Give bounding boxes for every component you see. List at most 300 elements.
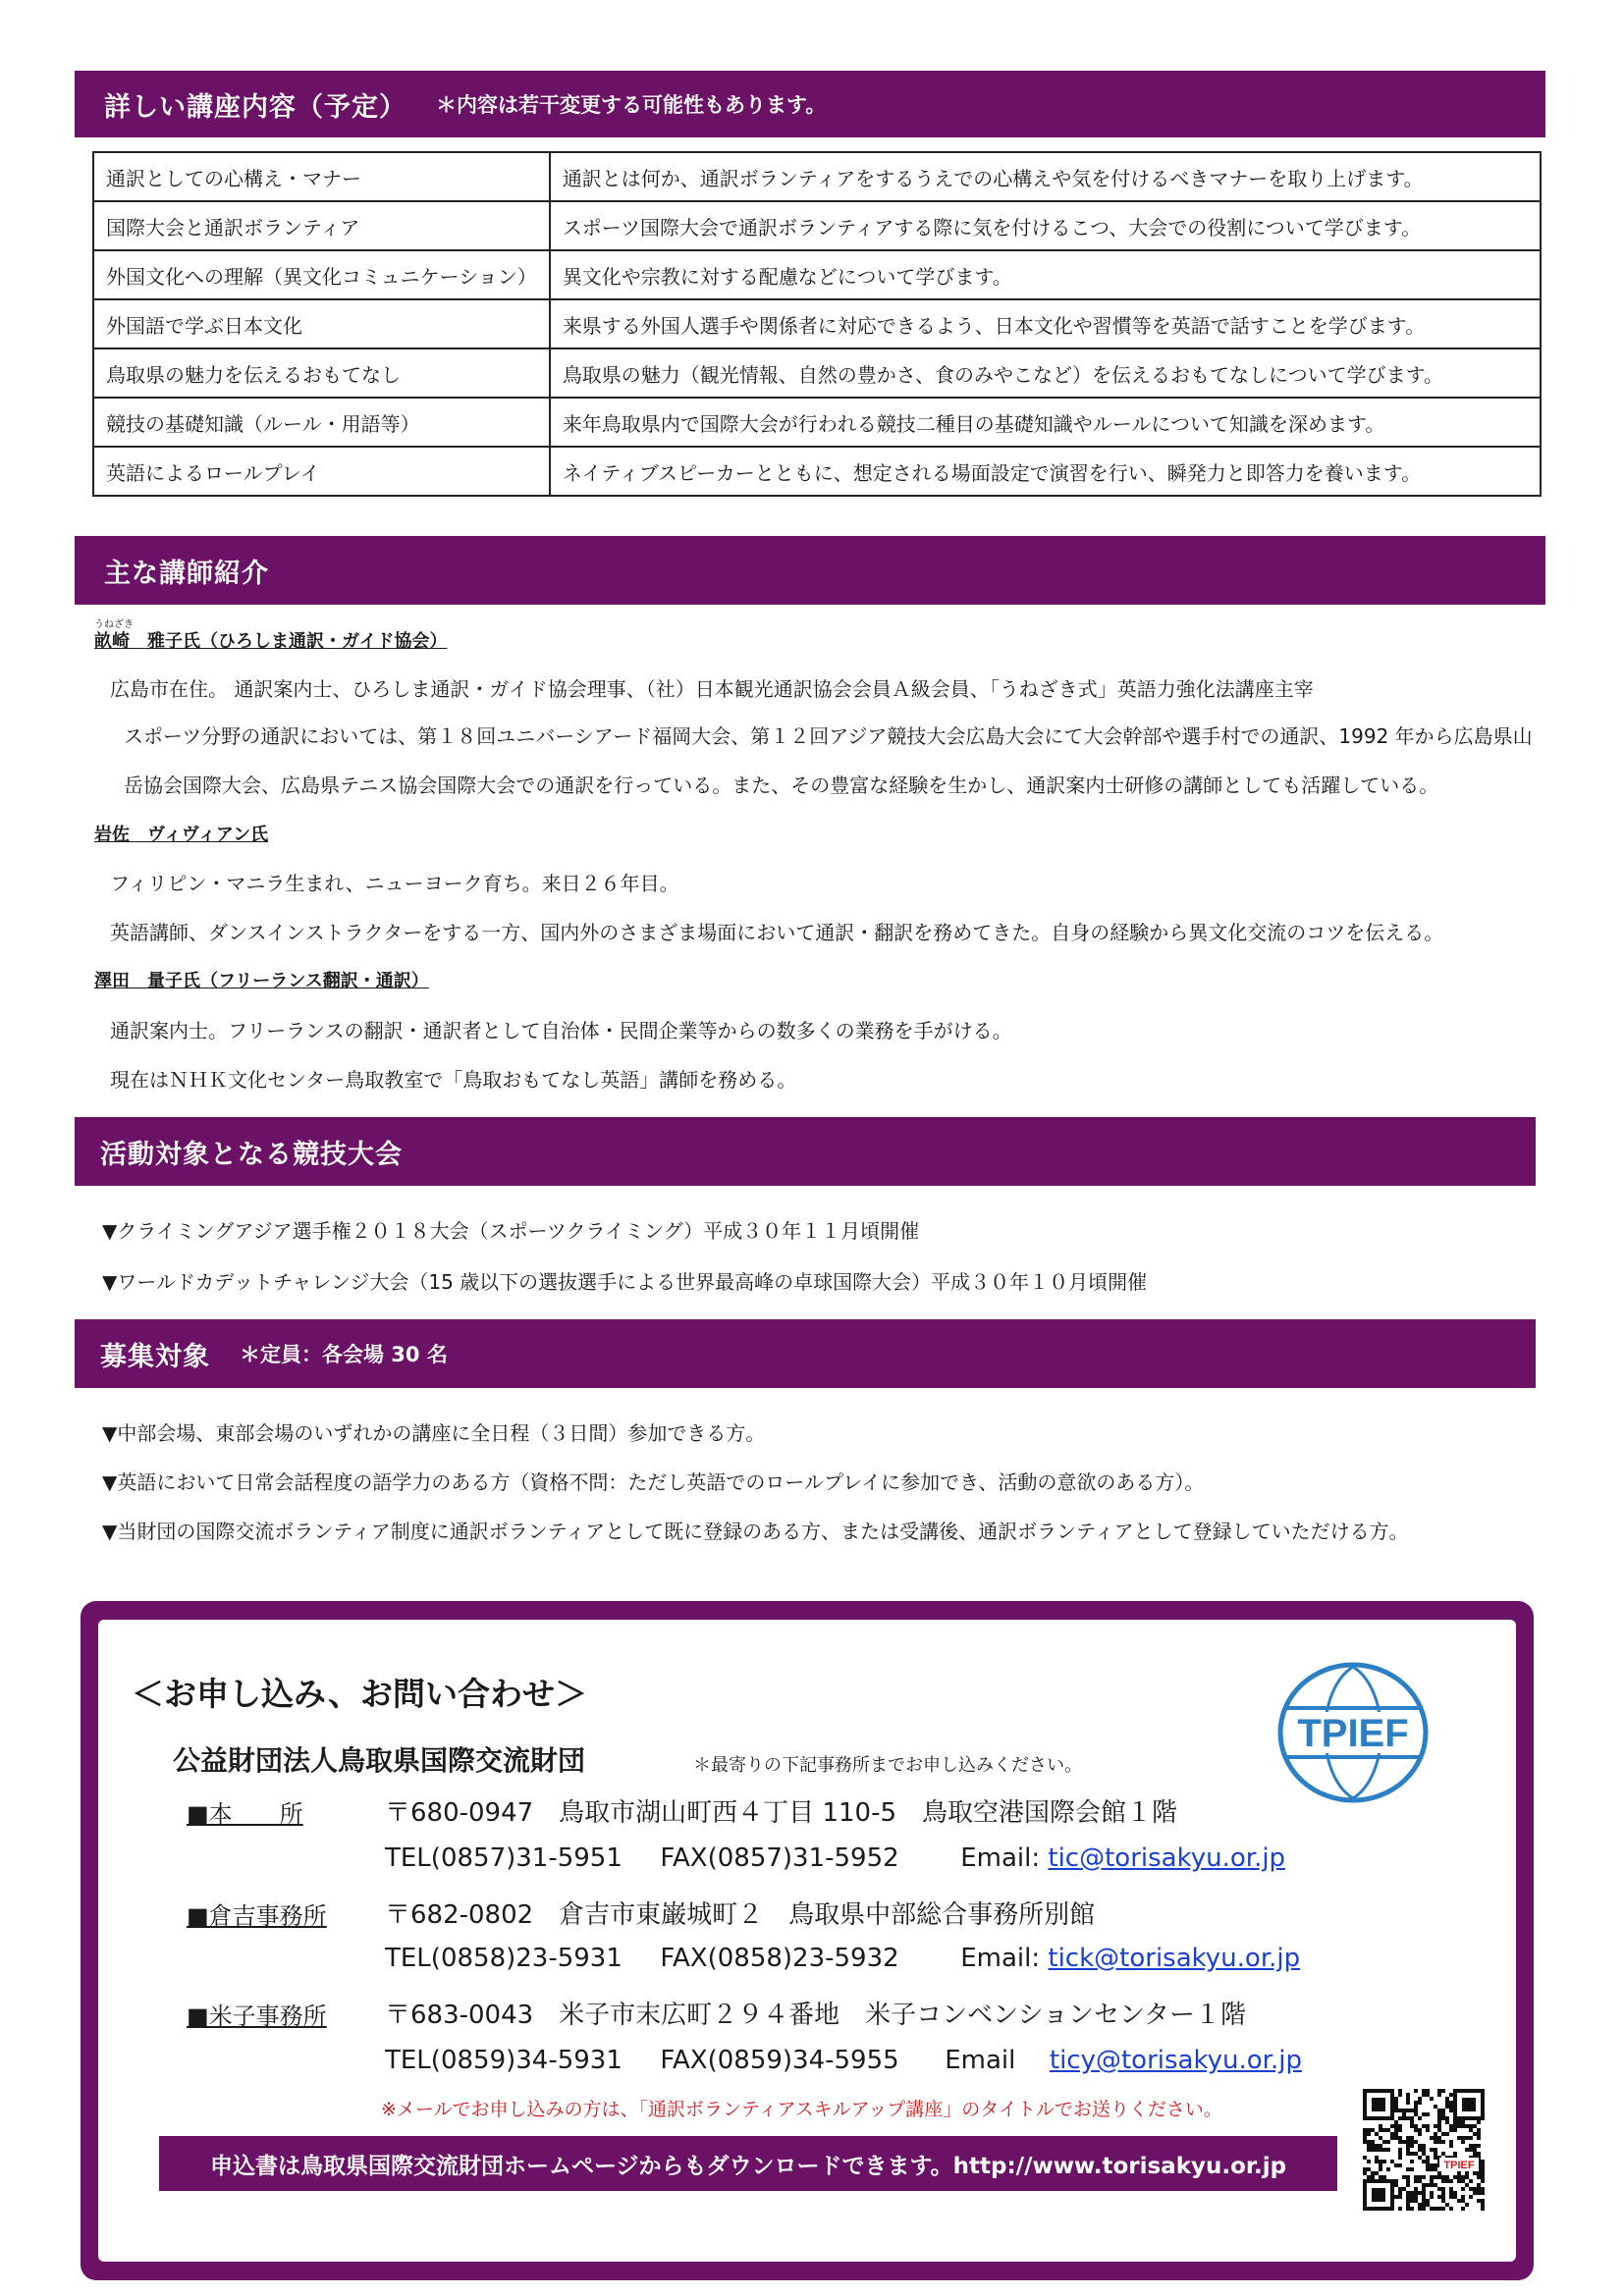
course-name: 外国語で学ぶ日本文化 <box>93 299 550 348</box>
qr-module <box>1422 2191 1426 2195</box>
qr-module <box>1481 2163 1485 2167</box>
qr-module <box>1406 2183 1410 2187</box>
qr-module <box>1394 2124 1398 2128</box>
qr-module <box>1398 2148 1402 2152</box>
qr-module <box>1406 2144 1410 2148</box>
qr-module <box>1477 2183 1481 2187</box>
qr-module <box>1418 2203 1422 2207</box>
qr-module <box>1449 2128 1453 2132</box>
qr-module <box>1394 2105 1398 2109</box>
qr-module <box>1394 2101 1398 2105</box>
qr-module <box>1481 2207 1485 2211</box>
qr-module <box>1426 2089 1430 2093</box>
qr-module <box>1375 2144 1379 2148</box>
qr-module <box>1453 2124 1457 2128</box>
contact-title: ＜お申し込み、お問い合わせ＞ <box>132 1675 587 1713</box>
qr-module <box>1465 2203 1469 2207</box>
office-contact-row <box>385 1843 1285 1873</box>
qr-module <box>1461 2120 1465 2124</box>
qr-module <box>1410 2140 1414 2144</box>
qr-module <box>1426 2203 1430 2207</box>
qr-module <box>1453 2175 1457 2179</box>
qr-module <box>1430 2207 1434 2211</box>
qr-module <box>1414 2089 1418 2093</box>
qr-module <box>1422 2152 1426 2156</box>
qr-module <box>1394 2120 1398 2124</box>
qr-module <box>1371 2148 1375 2152</box>
qr-module <box>1449 2140 1453 2144</box>
qr-module <box>1477 2144 1481 2148</box>
section-lecturers-title: 主な講師紹介 <box>104 558 269 589</box>
qr-module <box>1481 2175 1485 2179</box>
qr-module <box>1410 2207 1414 2211</box>
qr-module <box>1434 2156 1437 2160</box>
qr-module <box>1414 2128 1418 2132</box>
qr-module <box>1481 2160 1485 2163</box>
qr-module <box>1473 2148 1477 2152</box>
qr-module <box>1430 2148 1434 2152</box>
qr-module <box>1402 2112 1406 2116</box>
qr-module <box>1406 2109 1410 2112</box>
org-note: ＊最寄りの下記事務所までお申し込みください。 <box>693 1755 1082 1776</box>
qr-module <box>1469 2144 1473 2148</box>
qr-module <box>1386 2148 1390 2152</box>
qr-module <box>1437 2128 1441 2132</box>
qr-module <box>1406 2207 1410 2211</box>
qr-module <box>1477 2191 1481 2195</box>
qr-module <box>1418 2191 1422 2195</box>
course-description: 来年鳥取県内で国際大会が行われる競技二種目の基礎知識やルールについて知識を深めます。 <box>550 398 1541 447</box>
qr-module <box>1363 2140 1367 2144</box>
qr-module <box>1363 2132 1367 2136</box>
qr-module <box>1406 2191 1410 2195</box>
qr-module <box>1430 2167 1434 2171</box>
qr-module <box>1414 2187 1418 2191</box>
qr-module <box>1441 2187 1445 2191</box>
qr-module <box>1434 2140 1437 2144</box>
office-fax: FAX(0858)23-5932 <box>660 1944 899 1973</box>
qr-module <box>1394 2097 1398 2101</box>
recruit-item: ▼英語において日常会話程度の語学力のある方（資格不問：ただし英語でのロールプレイに参加でき、活動の意欲のある方）。 <box>102 1470 1205 1494</box>
section-courses-header <box>75 71 1545 137</box>
qr-module <box>1410 2109 1414 2112</box>
qr-module <box>1457 2175 1461 2179</box>
qr-module <box>1382 2148 1386 2152</box>
qr-module <box>1465 2171 1469 2175</box>
qr-module <box>1394 2195 1398 2199</box>
course-row <box>93 447 1541 496</box>
qr-module <box>1418 2101 1422 2105</box>
qr-module <box>1434 2152 1437 2156</box>
qr-module <box>1461 2195 1465 2199</box>
qr-module <box>1449 2144 1453 2148</box>
qr-module <box>1434 2132 1437 2136</box>
qr-module <box>1375 2156 1379 2160</box>
qr-module <box>1422 2160 1426 2163</box>
qr-module <box>1473 2144 1477 2148</box>
qr-module <box>1437 2109 1441 2112</box>
qr-module <box>1461 2199 1465 2203</box>
qr-module <box>1418 2116 1422 2120</box>
qr-module <box>1418 2207 1422 2211</box>
qr-module <box>1363 2136 1367 2140</box>
qr-module <box>1434 2136 1437 2140</box>
qr-module <box>1406 2203 1410 2207</box>
qr-module <box>1390 2136 1394 2140</box>
qr-module <box>1375 2160 1379 2163</box>
qr-module <box>1398 2116 1402 2120</box>
qr-module <box>1406 2195 1410 2199</box>
qr-module <box>1441 2152 1445 2156</box>
qr-module <box>1414 2199 1418 2203</box>
course-table <box>92 151 1542 497</box>
section-recruit-note: ＊定員：各会場 30 名 <box>240 1343 448 1366</box>
qr-module <box>1398 2191 1402 2195</box>
qr-module <box>1441 2207 1445 2211</box>
qr-module <box>1375 2148 1379 2152</box>
qr-module <box>1382 2128 1386 2132</box>
qr-module <box>1398 2124 1402 2128</box>
qr-module <box>1430 2097 1434 2101</box>
course-description: 来県する外国人選手や関係者に対応できるよう、日本文化や習慣等を英語で話すことを学びます。 <box>550 299 1541 348</box>
qr-module <box>1367 2128 1371 2132</box>
office-tel: TEL(0859)34-5931 <box>385 2046 623 2075</box>
qr-module <box>1426 2128 1430 2132</box>
qr-module <box>1414 2152 1418 2156</box>
qr-module <box>1481 2203 1485 2207</box>
qr-module <box>1422 2112 1426 2116</box>
course-description: 異文化や宗教に対する配慮などについて学びます。 <box>550 250 1541 299</box>
qr-module <box>1461 2140 1465 2144</box>
qr-module <box>1453 2191 1457 2195</box>
qr-module <box>1437 2124 1441 2128</box>
qr-module <box>1441 2195 1445 2199</box>
qr-module <box>1382 2175 1386 2179</box>
qr-module <box>1375 2171 1379 2175</box>
qr-module <box>1422 2089 1426 2093</box>
qr-module <box>1394 2179 1398 2183</box>
qr-module <box>1406 2179 1410 2183</box>
qr-module <box>1379 2167 1382 2171</box>
qr-module <box>1422 2148 1426 2152</box>
section-events-header <box>75 1117 1536 1186</box>
qr-module <box>1367 2175 1371 2179</box>
qr-module <box>1461 2124 1465 2128</box>
course-name: 国際大会と通訳ボランティア <box>93 201 550 250</box>
qr-module <box>1477 2199 1481 2203</box>
qr-module <box>1434 2124 1437 2128</box>
qr-module <box>1418 2128 1422 2132</box>
qr-module <box>1379 2124 1382 2128</box>
qr-module <box>1410 2195 1414 2199</box>
qr-module <box>1410 2199 1414 2203</box>
qr-module <box>1422 2203 1426 2207</box>
qr-module <box>1481 2199 1485 2203</box>
qr-module <box>1461 2207 1465 2211</box>
qr-module <box>1449 2191 1453 2195</box>
qr-module <box>1414 2140 1418 2144</box>
qr-module <box>1422 2187 1426 2191</box>
qr-module <box>1473 2152 1477 2156</box>
office-email-label: Email: <box>960 1944 1041 1973</box>
office-contact-row <box>385 1944 1300 1973</box>
qr-module <box>1422 2207 1426 2211</box>
section-courses-title: 詳しい講座内容（予定） <box>104 91 406 123</box>
qr-module <box>1398 2128 1402 2132</box>
qr-module <box>1473 2191 1477 2195</box>
qr-module <box>1410 2124 1414 2128</box>
qr-module <box>1437 2116 1441 2120</box>
qr-module <box>1426 2124 1430 2128</box>
qr-module <box>1414 2195 1418 2199</box>
qr-module <box>1477 2175 1481 2179</box>
qr-module <box>1481 2167 1485 2171</box>
qr-module <box>1469 2124 1473 2128</box>
qr-module <box>1367 2167 1371 2171</box>
qr-module <box>1473 2124 1477 2128</box>
qr-module <box>1434 2167 1437 2171</box>
office-email-link[interactable]: tic@torisakyu.or.jp <box>1048 1843 1286 1873</box>
qr-module <box>1386 2140 1390 2144</box>
qr-module <box>1371 2140 1375 2144</box>
course-row <box>93 299 1541 348</box>
qr-module <box>1457 2124 1461 2128</box>
office-label: ■米子事務所 <box>187 2002 327 2030</box>
qr-module <box>1398 2140 1402 2144</box>
qr-module <box>1481 2187 1485 2191</box>
recruit-item: ▼当財団の国際交流ボランティア制度に通訳ボランティアとして既に登録のある方、または受講後、通訳ボランティアとして登録していただける方。 <box>102 1520 1409 1543</box>
qr-module <box>1437 2120 1441 2124</box>
qr-module <box>1402 2116 1406 2120</box>
qr-code-icon[interactable] <box>1363 2089 1485 2211</box>
qr-module <box>1477 2171 1481 2175</box>
qr-module <box>1441 2199 1445 2203</box>
qr-module <box>1410 2152 1414 2156</box>
qr-module <box>1469 2195 1473 2199</box>
download-banner: 申込書は鳥取県国際交流財団ホームページからもダウンロードできます。http://www.torisakyu.or.jp <box>159 2136 1337 2191</box>
qr-module <box>1430 2175 1434 2179</box>
qr-module <box>1394 2136 1398 2140</box>
qr-module <box>1481 2171 1485 2175</box>
qr-module <box>1430 2136 1434 2140</box>
qr-module <box>1363 2171 1367 2175</box>
section-recruit-header <box>75 1319 1536 1388</box>
qr-module <box>1367 2160 1371 2163</box>
qr-module <box>1477 2128 1481 2132</box>
lecturer1-ruby: うねざき <box>94 619 134 630</box>
office-email-link[interactable]: tick@torisakyu.or.jp <box>1048 1944 1301 1973</box>
qr-module <box>1398 2109 1402 2112</box>
course-row <box>93 348 1541 398</box>
lecturer2-line: 英語講師、ダンスインストラクターをする一方、国内外のさまざま場面において通訳・翻訳を務めてきた。自身の経験から異文化交流のコツを伝える。 <box>110 921 1444 944</box>
qr-module <box>1402 2187 1406 2191</box>
qr-module <box>1430 2163 1434 2167</box>
qr-module <box>1465 2136 1469 2140</box>
lecturer1-line: 広島市在住。 通訳案内士、ひろしま通訳・ガイド協会理事、（社）日本観光通訳協会会員Ａ級会員、「うねざき式」英語力強化法講座主宰 <box>110 677 1314 701</box>
qr-module <box>1441 2191 1445 2195</box>
qr-module <box>1481 2191 1485 2195</box>
qr-module <box>1414 2175 1418 2179</box>
qr-module <box>1481 2179 1485 2183</box>
qr-finder-core <box>1372 2188 1385 2202</box>
qr-module <box>1367 2132 1371 2136</box>
course-row <box>93 250 1541 299</box>
office-email-link[interactable]: ticy@torisakyu.or.jp <box>1049 2046 1302 2075</box>
qr-module <box>1449 2179 1453 2183</box>
qr-module <box>1457 2171 1461 2175</box>
course-description: 通訳とは何か、通訳ボランティアをするうえでの心構えや気を付けるべきマナーを取り上げます。 <box>550 152 1541 201</box>
qr-module <box>1461 2187 1465 2191</box>
office-tel: TEL(0858)23-5931 <box>385 1944 623 1973</box>
qr-module <box>1449 2195 1453 2199</box>
qr-finder-core <box>1372 2098 1385 2111</box>
qr-module <box>1414 2109 1418 2112</box>
qr-module <box>1418 2175 1422 2179</box>
qr-module <box>1414 2105 1418 2109</box>
qr-module <box>1434 2207 1437 2211</box>
qr-module <box>1410 2116 1414 2120</box>
qr-module <box>1441 2116 1445 2120</box>
event-item: ▼ワールドカデットチャレンジ大会（15 歳以下の選抜選手による世界最高峰の卓球国際大会）平成３０年１０月頃開催 <box>102 1270 1148 1294</box>
qr-module <box>1418 2132 1422 2136</box>
course-description: 鳥取県の魅力（観光情報、自然の豊かさ、食のみやこなど）を伝えるおもてなしについて学びます。 <box>550 348 1541 398</box>
qr-module <box>1418 2144 1422 2148</box>
qr-module <box>1453 2195 1457 2199</box>
qr-module <box>1414 2101 1418 2105</box>
qr-module <box>1437 2187 1441 2191</box>
course-name: 競技の基礎知識（ルール・用語等） <box>93 398 550 447</box>
qr-module <box>1453 2128 1457 2132</box>
qr-module <box>1422 2175 1426 2179</box>
lecturer1-line: 岳協会国際大会、広島県テニス協会国際大会での通訳を行っている。また、その豊富な経験を生かし、通訳案内士研修の講師としても活躍している。 <box>124 774 1439 797</box>
qr-module <box>1379 2144 1382 2148</box>
qr-module <box>1437 2136 1441 2140</box>
section-lecturers-header <box>75 536 1545 605</box>
qr-module <box>1437 2093 1441 2097</box>
qr-module <box>1426 2112 1430 2116</box>
qr-module <box>1406 2140 1410 2144</box>
qr-module <box>1477 2136 1481 2140</box>
qr-module <box>1363 2128 1367 2132</box>
qr-module <box>1441 2132 1445 2136</box>
qr-module <box>1477 2132 1481 2136</box>
office-label: ■本 所 <box>187 1800 303 1828</box>
qr-module <box>1445 2120 1449 2124</box>
qr-module <box>1434 2175 1437 2179</box>
qr-module <box>1445 2116 1449 2120</box>
qr-module <box>1457 2179 1461 2183</box>
qr-module <box>1445 2105 1449 2109</box>
qr-module <box>1449 2093 1453 2097</box>
section-recruit-title: 募集対象 <box>100 1341 210 1372</box>
lecturer2-name: 岩佐 ヴィヴィアン氏 <box>94 825 269 845</box>
qr-module <box>1457 2136 1461 2140</box>
qr-module <box>1469 2136 1473 2140</box>
qr-module <box>1371 2175 1375 2179</box>
qr-module <box>1422 2183 1426 2187</box>
qr-module <box>1406 2175 1410 2179</box>
course-name: 通訳としての心構え・マナー <box>93 152 550 201</box>
qr-module <box>1406 2093 1410 2097</box>
tpief-logo-icon <box>1276 1661 1430 1804</box>
qr-module <box>1414 2112 1418 2116</box>
qr-module <box>1445 2101 1449 2105</box>
qr-module <box>1449 2105 1453 2109</box>
qr-module <box>1449 2124 1453 2128</box>
qr-module <box>1386 2128 1390 2132</box>
qr-module <box>1398 2163 1402 2167</box>
qr-module <box>1426 2160 1430 2163</box>
qr-module <box>1414 2179 1418 2183</box>
qr-module <box>1430 2179 1434 2183</box>
qr-module <box>1426 2167 1430 2171</box>
qr-module <box>1406 2199 1410 2203</box>
qr-module <box>1434 2163 1437 2167</box>
qr-module <box>1437 2195 1441 2199</box>
qr-module <box>1437 2140 1441 2144</box>
qr-module <box>1445 2179 1449 2183</box>
qr-module <box>1453 2120 1457 2124</box>
qr-module <box>1469 2187 1473 2191</box>
qr-module <box>1426 2156 1430 2160</box>
recruit-item: ▼中部会場、東部会場のいずれかの講座に全日程（３日間）参加できる方。 <box>102 1421 766 1445</box>
qr-module <box>1441 2089 1445 2093</box>
qr-module <box>1379 2128 1382 2132</box>
qr-module <box>1379 2175 1382 2179</box>
office-tel: TEL(0857)31-5951 <box>385 1843 623 1873</box>
qr-module <box>1445 2175 1449 2179</box>
qr-module <box>1406 2136 1410 2140</box>
qr-module <box>1390 2160 1394 2163</box>
qr-module <box>1406 2152 1410 2156</box>
qr-module <box>1449 2101 1453 2105</box>
lecturer3-name: 澤田 量子氏（フリーランス翻訳・通訳） <box>94 971 429 991</box>
qr-module <box>1394 2132 1398 2136</box>
course-name: 英語によるロールプレイ <box>93 447 550 496</box>
qr-module <box>1390 2132 1394 2136</box>
course-row <box>93 201 1541 250</box>
qr-module <box>1445 2097 1449 2101</box>
office-email-label: Email <box>945 2046 1016 2075</box>
email-warning: ※メールでお申し込みの方は、「通訳ボランティアスキルアップ講座」のタイトルでお送りください。 <box>381 2099 1222 2120</box>
qr-module <box>1469 2128 1473 2132</box>
qr-module <box>1441 2175 1445 2179</box>
qr-module <box>1430 2183 1434 2187</box>
section-courses-note: ＊内容は若干変更する可能性もあります。 <box>436 93 827 117</box>
qr-module <box>1406 2101 1410 2105</box>
qr-module <box>1410 2120 1414 2124</box>
qr-module <box>1422 2124 1426 2128</box>
qr-module <box>1418 2097 1422 2101</box>
lecturer1-line: スポーツ分野の通訳においては、第１８回ユニバーシアード福岡大会、第１２回アジア競技大会広島大会にて大会幹部や選手村での通訳、1992 年から広島県山 <box>124 724 1533 748</box>
event-item: ▼クライミングアジア選手権２０１８大会（スポーツクライミング）平成３０年１１月頃開催 <box>102 1219 920 1243</box>
qr-module <box>1457 2199 1461 2203</box>
qr-module <box>1386 2167 1390 2171</box>
qr-module <box>1477 2152 1481 2156</box>
qr-module <box>1430 2195 1434 2199</box>
qr-module <box>1449 2109 1453 2112</box>
course-description: スポーツ国際大会で通訳ボランティアする際に気を付けるこつ、大会での役割について学びます。 <box>550 201 1541 250</box>
qr-module <box>1410 2160 1414 2163</box>
lecturer1-name: 畝崎 雅子氏（ひろしま通訳・ガイド協会） <box>94 631 448 652</box>
course-name: 外国文化への理解（異文化コミュニケーション） <box>93 250 550 299</box>
qr-module <box>1477 2187 1481 2191</box>
qr-module <box>1473 2171 1477 2175</box>
qr-module <box>1441 2109 1445 2112</box>
qr-module <box>1410 2167 1414 2171</box>
qr-module <box>1394 2163 1398 2167</box>
qr-module <box>1445 2203 1449 2207</box>
